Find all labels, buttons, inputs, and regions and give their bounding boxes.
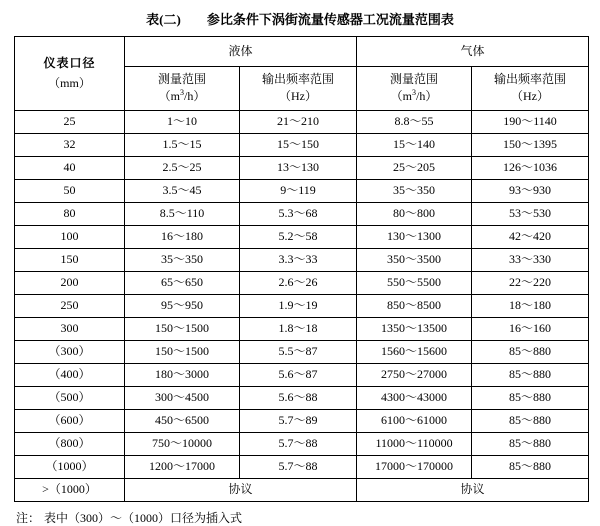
- cell-liquid-range: 750～10000: [125, 433, 240, 456]
- cell-liquid-frequency: 5.6～88: [240, 387, 357, 410]
- cell-gas-frequency: 150～1395: [472, 134, 589, 157]
- cell-gas-range: 1560～15600: [357, 341, 472, 364]
- cell-liquid-range: 95～950: [125, 295, 240, 318]
- table-row: [15, 226, 589, 249]
- cell-gas-range: 130～1300: [357, 226, 472, 249]
- cell-gas-frequency: 85～880: [472, 387, 589, 410]
- table-row: [15, 157, 589, 180]
- table-row: [15, 341, 589, 364]
- cell-diameter: 40: [15, 157, 125, 180]
- cell-gas-range: 4300～43000: [357, 387, 472, 410]
- header-nominal-diameter-line2: （mm）: [48, 75, 91, 90]
- header-liquid-frequency-range-label: 输出频率范围: [262, 72, 335, 87]
- table-caption: [14, 0, 586, 36]
- cell-liquid-frequency: 9～119: [240, 180, 357, 203]
- cell-liquid-range: 1～10: [125, 111, 240, 134]
- cell-liquid-range: 16～180: [125, 226, 240, 249]
- cell-diameter: 150: [15, 249, 125, 272]
- cell-gas-frequency: 42～420: [472, 226, 589, 249]
- cell-liquid-range: 8.5～110: [125, 203, 240, 226]
- header-liquid-frequency-range-unit: （Hz）: [279, 89, 317, 103]
- cell-gas-range: 350～3500: [357, 249, 472, 272]
- cell-gas-frequency: 93～930: [472, 180, 589, 203]
- cell-liquid-range: 1.5～15: [125, 134, 240, 157]
- header-nominal-diameter: [15, 37, 125, 111]
- cell-diameter: （800）: [15, 433, 125, 456]
- cell-liquid-frequency: 13～130: [240, 157, 357, 180]
- cell-liquid-range: 35～350: [125, 249, 240, 272]
- cell-liquid-range: 150～1500: [125, 341, 240, 364]
- table-header-group-row: [15, 37, 589, 67]
- cell-liquid-frequency: 5.6～87: [240, 364, 357, 387]
- cell-liquid-agreement: 协议: [125, 479, 357, 502]
- cell-liquid-range: 65～650: [125, 272, 240, 295]
- note-label: 注：: [16, 511, 41, 525]
- header-group-gas: 气体: [357, 37, 589, 67]
- table-row: [15, 456, 589, 479]
- cell-liquid-range: 150～1500: [125, 318, 240, 341]
- note-text: 表中（300）～（1000）口径为插入式: [44, 511, 243, 525]
- cell-liquid-range: 180～3000: [125, 364, 240, 387]
- superscript-3: 3: [412, 88, 417, 97]
- cell-diameter: （400）: [15, 364, 125, 387]
- cell-diameter: 250: [15, 295, 125, 318]
- header-group-liquid: 液体: [125, 37, 357, 67]
- cell-liquid-frequency: 1.9～19: [240, 295, 357, 318]
- cell-liquid-frequency: 5.5～87: [240, 341, 357, 364]
- cell-gas-frequency: 33～330: [472, 249, 589, 272]
- cell-liquid-frequency: 2.6～26: [240, 272, 357, 295]
- cell-diameter: 200: [15, 272, 125, 295]
- table-row: [15, 433, 589, 456]
- cell-gas-range: 550～5500: [357, 272, 472, 295]
- cell-gas-frequency: 126～1036: [472, 157, 589, 180]
- header-nominal-diameter-line1: 仪表口径: [43, 55, 96, 70]
- header-liquid-frequency-range: [240, 67, 357, 111]
- table-row-agreement: [15, 479, 589, 502]
- cell-diameter: 300: [15, 318, 125, 341]
- cell-diameter: >（1000）: [15, 479, 125, 502]
- header-gas-frequency-range-label: 输出频率范围: [494, 72, 567, 87]
- cell-diameter: 100: [15, 226, 125, 249]
- cell-liquid-range: 450～6500: [125, 410, 240, 433]
- cell-diameter: 32: [15, 134, 125, 157]
- cell-liquid-range: 300～4500: [125, 387, 240, 410]
- cell-gas-range: 17000～170000: [357, 456, 472, 479]
- cell-gas-range: 850～8500: [357, 295, 472, 318]
- table-row: [15, 180, 589, 203]
- cell-liquid-frequency: 15～150: [240, 134, 357, 157]
- table-row: [15, 318, 589, 341]
- table-row: [15, 272, 589, 295]
- superscript-3: 3: [180, 88, 184, 97]
- cell-gas-range: 1350～13500: [357, 318, 472, 341]
- cell-liquid-frequency: 5.7～88: [240, 456, 357, 479]
- cell-gas-frequency: 53～530: [472, 203, 589, 226]
- cell-gas-frequency: 18～180: [472, 295, 589, 318]
- cell-gas-range: 35～350: [357, 180, 472, 203]
- cell-gas-range: 6100～61000: [357, 410, 472, 433]
- cell-diameter: （300）: [15, 341, 125, 364]
- header-liquid-measure-range-unit: $(m^3/h)$: [158, 88, 206, 103]
- table-row: [15, 364, 589, 387]
- header-liquid-measure-range: [125, 67, 240, 111]
- cell-liquid-range: 2.5～25: [125, 157, 240, 180]
- cell-gas-range: 80～800: [357, 203, 472, 226]
- table-title: 参比条件下涡街流量传感器工况流量范围表: [206, 12, 454, 27]
- cell-diameter: 80: [15, 203, 125, 226]
- header-gas-measure-range-unit: $(m^3/h)$: [390, 88, 438, 103]
- table-row: [15, 410, 589, 433]
- cell-gas-frequency: 85～880: [472, 364, 589, 387]
- cell-liquid-frequency: 3.3～33: [240, 249, 357, 272]
- header-gas-frequency-range-unit: （Hz）: [511, 89, 550, 103]
- table-row: [15, 203, 589, 226]
- table-note: [14, 502, 586, 526]
- table-row: [15, 134, 589, 157]
- flow-range-table: [14, 36, 589, 502]
- cell-diameter: （500）: [15, 387, 125, 410]
- cell-gas-frequency: 22～220: [472, 272, 589, 295]
- cell-liquid-frequency: 5.2～58: [240, 226, 357, 249]
- cell-gas-range: 15～140: [357, 134, 472, 157]
- cell-gas-frequency: 85～880: [472, 410, 589, 433]
- cell-liquid-range: 3.5～45: [125, 180, 240, 203]
- cell-liquid-range: 1200～17000: [125, 456, 240, 479]
- cell-liquid-frequency: 1.8～18: [240, 318, 357, 341]
- cell-gas-range: 25～205: [357, 157, 472, 180]
- cell-gas-frequency: 85～880: [472, 341, 589, 364]
- cell-diameter: 25: [15, 111, 125, 134]
- header-gas-measure-range: [357, 67, 472, 111]
- table-row: [15, 387, 589, 410]
- table-row: [15, 295, 589, 318]
- table-number: 表(二): [146, 12, 181, 27]
- table-body: [15, 111, 589, 502]
- cell-diameter: （600）: [15, 410, 125, 433]
- cell-liquid-frequency: 21～210: [240, 111, 357, 134]
- cell-diameter: 50: [15, 180, 125, 203]
- cell-gas-frequency: 190～1140: [472, 111, 589, 134]
- cell-gas-frequency: 85～880: [472, 456, 589, 479]
- cell-liquid-frequency: 5.7～89: [240, 410, 357, 433]
- cell-liquid-frequency: 5.7～88: [240, 433, 357, 456]
- header-liquid-measure-range-label: 测量范围: [157, 72, 206, 87]
- cell-gas-range: 11000～110000: [357, 433, 472, 456]
- cell-gas-frequency: 85～880: [472, 433, 589, 456]
- cell-gas-range: 8.8～55: [357, 111, 472, 134]
- cell-gas-agreement: 协议: [357, 479, 589, 502]
- cell-diameter: （1000）: [15, 456, 125, 479]
- cell-gas-frequency: 16～160: [472, 318, 589, 341]
- cell-liquid-frequency: 5.3～68: [240, 203, 357, 226]
- table-row: [15, 249, 589, 272]
- cell-gas-range: 2750～27000: [357, 364, 472, 387]
- table-row: [15, 111, 589, 134]
- header-gas-frequency-range: [472, 67, 589, 111]
- header-gas-measure-range-label: 测量范围: [390, 72, 439, 87]
